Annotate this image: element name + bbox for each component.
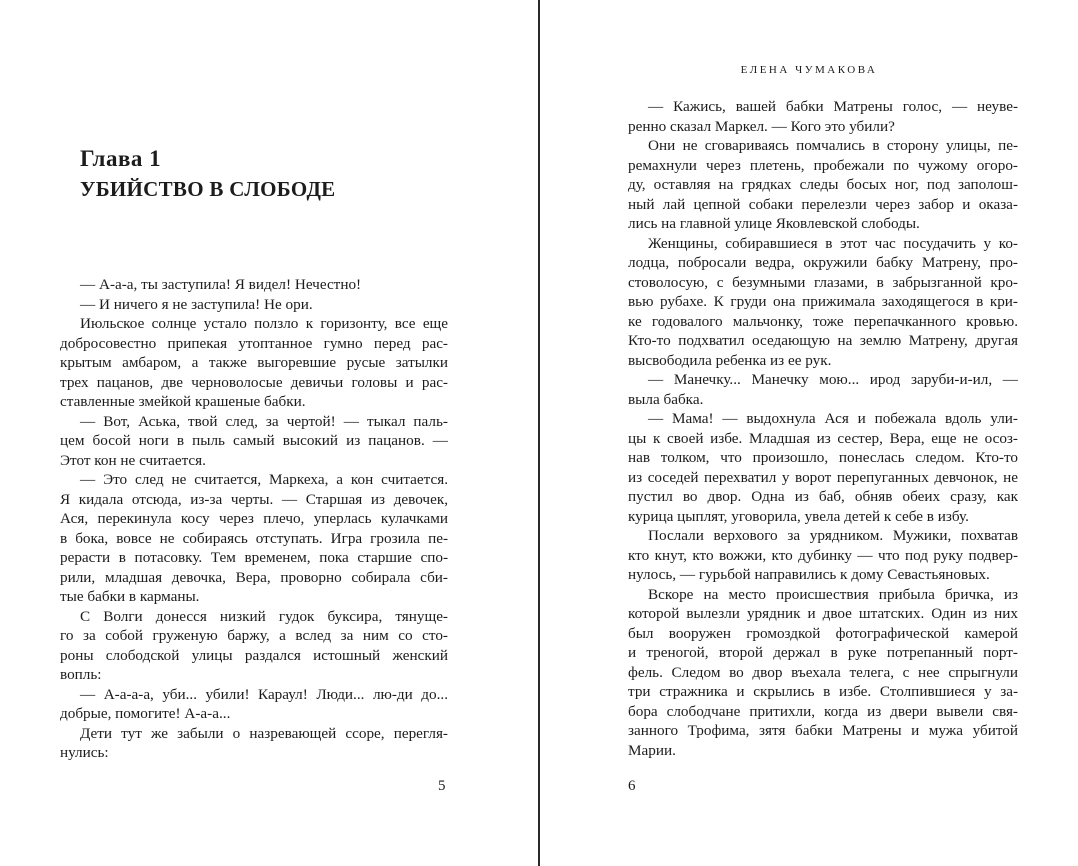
text-line: ный лай цепной собаки перелезли через забор и оказа- [628, 195, 1018, 213]
text-line: цем босой ноги в пыль самый высокий из пацанов. — [60, 432, 448, 449]
text-line: добрые, помогите! А-а-а... [60, 705, 231, 722]
text-line: в бока, вовсе не собираясь отступать. Игра грозила пе- [60, 529, 448, 547]
text-line: ду, оставляя на грядках следы босых ног, под заполош- [628, 176, 1018, 193]
text-line: роны слободской улицы раздался истошный женский [60, 646, 448, 664]
chapter-title: УБИЙСТВО В СЛОБОДЕ [80, 177, 336, 201]
text-line: — Мама! — выдохнула Ася и побежала вдоль ули- [648, 410, 1018, 427]
text-line: ренно сказал Маркел. — Кого это убили? [628, 117, 895, 135]
text-line: нулись: [60, 744, 109, 761]
text-line: вью рубахе. К груди она прижимала заходящегося в кри- [628, 293, 1018, 310]
text-line: вопль: [60, 666, 102, 683]
text-line: высвободила ребенка из ее рук. [628, 351, 832, 369]
text-line: ставленные змейкой крашеные бабки. [60, 393, 306, 410]
text-line: Женщины, собиравшиеся в этот час посудачить у ко- [648, 234, 1018, 252]
text-line: был вооружен громоздкой фотографической камерой [628, 624, 1018, 642]
text-line: крытым амбаром, а также выгоревшие русые затылки [60, 354, 448, 371]
text-line: бора слободчане притихли, когда из двери вывели свя- [628, 702, 1018, 720]
text-line: рили, младшая девочка, Вера, проворно собирала сби- [60, 568, 448, 586]
text-line: — Это след не считается, Маркеха, а кон считается. [80, 471, 448, 488]
text-line: из соседей перехватил у ворот перепуганных девчонок, не [628, 468, 1018, 486]
running-head: ЕЛЕНА ЧУМАКОВА [740, 64, 878, 76]
text-line: три стражника и скрылись в избе. Столпившиеся у за- [628, 683, 1018, 700]
text-line: Кто-то подхватил оседающую на землю Матрену, другая [628, 332, 1018, 349]
right-page-text [628, 97, 1018, 760]
text-line: фель. Следом во двор въехала телега, с нее спрыгнули [628, 663, 1018, 681]
text-line: Дети тут же забыли о назревающей ссоре, перегля- [80, 724, 448, 742]
text-line: — И ничего я не заступила! Не ори. [80, 295, 313, 313]
text-line: лись на главной улице Яковлевской слободы. [628, 215, 920, 232]
text-line: нав толком, что произошло, понеслась следом. Кто-то [628, 449, 1018, 466]
text-line: — Манечку... Манечку мою... ирод заруби-и-ил, — [648, 371, 1018, 388]
text-line: Они не сговариваясь помчались в сторону улицы, пе- [648, 137, 1018, 154]
text-line: Этот кон не считается. [60, 451, 206, 469]
page-number-right: 6 [628, 778, 636, 794]
text-line: го за собой груженую баржу, а вслед за ним со сто- [60, 627, 448, 644]
text-line: стоволосую, с безумными глазами, в забрызганной кро- [628, 273, 1018, 291]
text-line: занного Трофима, зятя бабки Матрены и мужа убитой [628, 722, 1018, 739]
text-line: ке годовалого мальчонку, тоже перепачканного кровью. [628, 312, 1018, 330]
text-line: — А-а-а-а, уби... убили! Караул! Люди... лю-ди до... [80, 685, 448, 703]
text-line: ремахнули через плетень, пробежали по чужому огоро- [628, 156, 1018, 174]
text-line: Вскоре на место происшествия прибыла бричка, из [648, 585, 1018, 603]
text-line: лодца, побросали ведра, окружили бабку Матрену, про- [628, 254, 1018, 271]
left-page-text [60, 275, 448, 763]
text-line: кто кнут, кто вожжи, кто дубинку — что под руку подвер- [628, 546, 1018, 564]
text-line: Марии. [628, 741, 676, 759]
text-line: Послали верхового за урядником. Мужики, похватав [648, 527, 1018, 544]
text-line: которой вылезли урядник и двое штатских. Один из них [628, 605, 1018, 622]
text-line: рерасти в потасовку. Тем временем, пока старшие спо- [60, 549, 448, 566]
text-line: и треногой, второй держал в руке потрепанный порт- [628, 644, 1018, 661]
text-line: Я кидала отсюда, из-за черты. — Старшая из девочек, [60, 490, 448, 508]
text-line: Июльское солнце устало ползло к горизонту, все еще [80, 315, 448, 332]
chapter-number: Глава 1 [80, 146, 162, 171]
page-number-left: 5 [438, 778, 446, 794]
text-line: пустил во двор. Одна из баб, обняв обеих сразу, как [628, 488, 1018, 505]
text-line: — Кажись, вашей бабки Матрены голос, — неуве- [648, 98, 1018, 115]
text-line: Ася, перекинула косу через плечо, уперлась кулачками [60, 510, 448, 527]
text-line: цы к своей избе. Младшая из сестер, Вера, еще не осоз- [628, 429, 1018, 447]
text-line: нулось, — гурьбой направились к дому Севастьяновых. [628, 566, 990, 583]
text-line: — А-а-а, ты заступила! Я видел! Нечестно! [80, 276, 362, 293]
text-line: курица цыплят, уговорила, увела детей к себе в избу. [628, 507, 969, 525]
text-line: трех пацанов, две черноволосые девичьи головы и рас- [60, 373, 448, 391]
text-line: добросовестно припекая утоптанное гумно перед рас- [60, 334, 448, 352]
left-page [0, 0, 538, 866]
right-page [540, 0, 1078, 866]
text-line: — Вот, Аська, твой след, за чертой! — тыкал паль- [80, 412, 448, 430]
text-line: выла бабка. [628, 390, 704, 408]
text-line: С Волги донесся низкий гудок буксира, тянуще- [80, 607, 448, 625]
text-line: тые бабки в карманы. [60, 588, 200, 605]
